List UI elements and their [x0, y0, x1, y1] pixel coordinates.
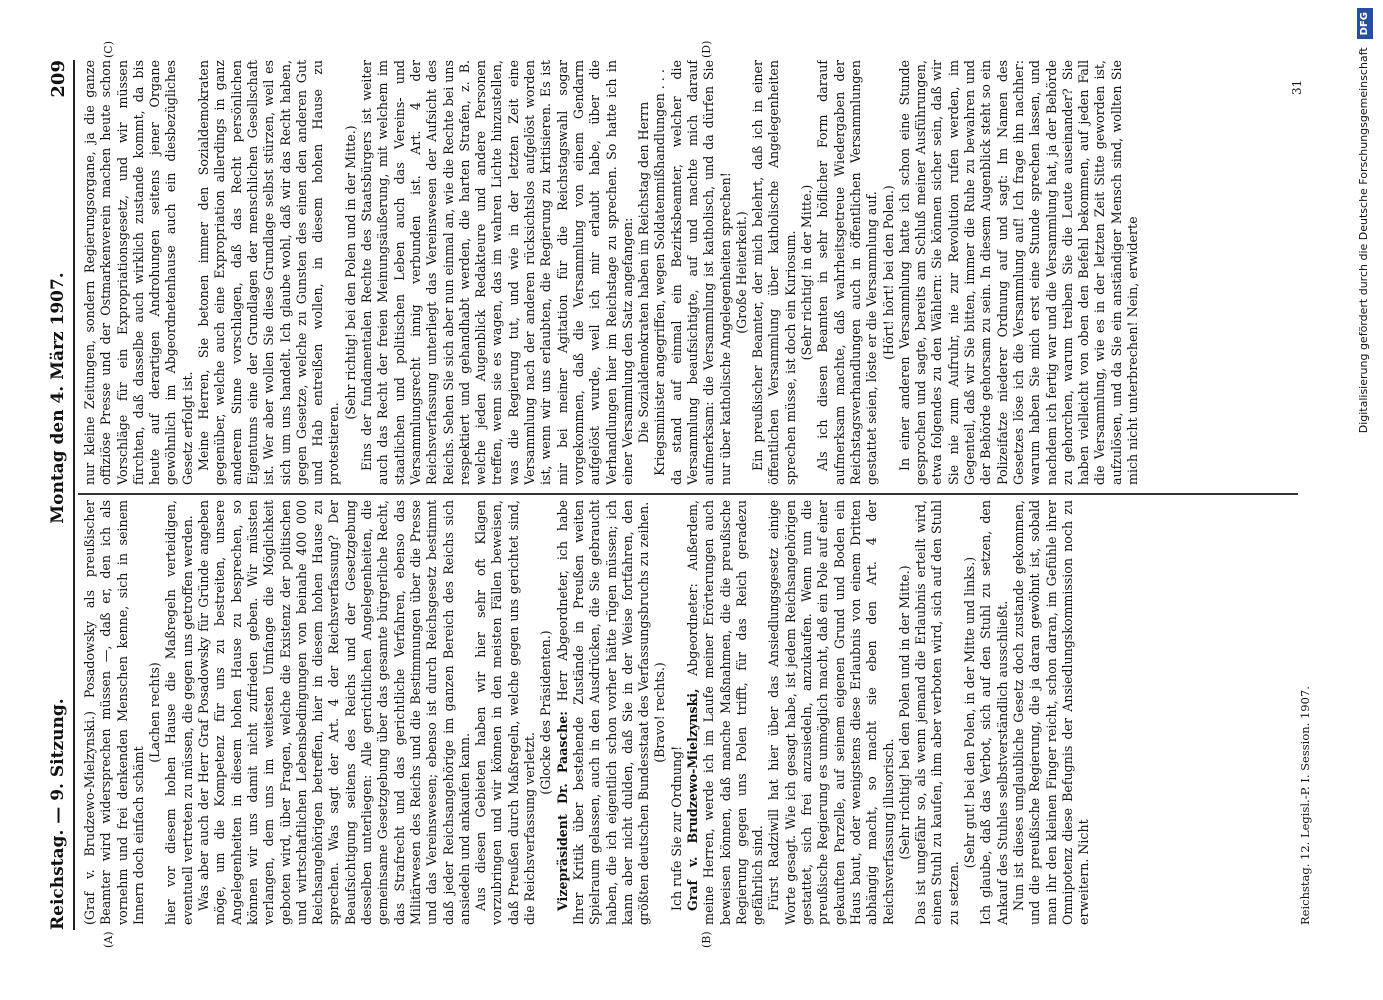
funder-note	[1352, 8, 1376, 992]
margin-marker-b: (B)	[700, 931, 713, 948]
paragraph: In einer anderen Versammlung hatte ich schon eine Stunde gesprochen und sagte, bereits am Schluß meiner Ausführungen, etwa folgendes zu den Wählern: Sie können sicher sein, daß wir Sie nie zum Aufruhr, nie zur Revolution rufen werden, im Gegenteil, daß wir Sie bitten, immer die Ruhe zu bewahren und der Behörde gehorsam zu sein. In diesem Augenblick steht so ein Polizeifatze niederer Ordnung auf und sagt: Im Namen des Gesetzes löse ich die Versammlung auf! Ich frage ihn nachher: warum haben Sie mich erst eine Stunde sprechen lassen, und nachdem ich fertig war und die Versammlung hat, ja der Behörde zu gehorchen, warum treiben Sie die Leute auseinander? Sie haben vielleicht von oben den Befehl bekommen, auf jeden Fall die Versammlung, wie es in der letzten Zeit Sitte geworden ist, aufzulösen, und da Sie ein anständiger Mensch sind, wollten Sie mich nicht unterbrechen! Nein, erwiderte	[896, 60, 1140, 485]
speech-text: Herr Abgeordneter, ich habe Ihrer Kritik über bestehende Zustände in Preußen weiten Spielraum gelassen, auch in den Ausdrücken, die Sie gebraucht haben, die ich eigentlich schon vorher hätte rügen müssen; ich kann aber nicht dulden, daß Sie in der Weise fortfahren, den größten deutschen Bundesstaat des Verfassungsbruchs zu zeihen.	[554, 500, 652, 925]
paragraph: Was aber auch der Herr Graf Posadowsky für Gründe angeben möge, um die Kompetenz für uns zu bestreiten, unsere Angelegenheiten in diesem hohen Hause zu besprechen, so können wir uns damit nicht zufrieden geben. Wir müssten verlangen, dem uns im weitesten Umfange die Möglichkeit geboten wird, über Fragen, welche die Existenz der politischen und wirtschaftlichen Lebensbedingungen von beinahe 400 000 Reichsangehörigen betreffen, hier in diesem hohen Hause zu sprechen. Was sagt der Art. 4 der Reichsverfassung? Der Beaufsichtigung seitens des Reichs und der Gesetzgebung desselben unterliegen: Alle gerichtlichen Angelegenheiten, die gemeinsame Gesetzgebung über das gesamte bürgerliche Recht, das Strafrecht und das gerichtliche Verfahren, ebenso das Militärwesen des Reichs und die Bestimmungen über die Presse und das Vereinswesen; ebenso ist durch Reichsgesetz bestimmt daß jeder Reichsangehörige im ganzen Bereich des Reichs sich ansiedeln und ankaufen kann.	[196, 500, 472, 925]
interjection: (Hört! hört! bei den Polen.)	[880, 185, 896, 360]
quotation: Die Sozialdemokraten haben im Reichstag den Herrn Kriegsminister angegriffen, wegen Soldatenmißhandlungen . . .	[636, 69, 668, 476]
header-rule	[73, 60, 75, 930]
interjection: (Sehr richtig! bei den Polen und in der Mitte.)	[896, 565, 912, 860]
interjection: (Glocke des Präsidenten.)	[538, 630, 554, 795]
speaker-name: Graf v. Brudzewo-Mielzynski,	[684, 688, 700, 911]
page-header	[45, 60, 71, 930]
paragraph: Fürst Radziwill hat hier über das Ansiedlungsgesetz einige Worte gesagt. Wie ich gesagt habe, ist jedem Reichsangehörigen gestattet, sich frei anzusiedeln, anzukaufen. Wenn nun die preußische Regierung es unmöglich macht, daß ein Pole auf einer gekauften Parzelle, auf seinem eigenen Grund und Boden ein Haus baut, oder wenigstens diese Erlaubnis von einem Dritten abhängig macht, so macht sie eben den Art. 4 der Reichsverfassung illusorisch.	[766, 500, 896, 925]
speaker-name: Vizepräsident Dr. Paasche:	[554, 711, 570, 911]
margin-marker-d: (D)	[700, 40, 713, 58]
interjection: (Sehr richtig! bei den Polen und in der Mitte.)	[342, 125, 358, 420]
right-column	[82, 60, 1282, 485]
header-page-number: 209	[47, 60, 69, 98]
interjection: (Große Heiterkeit.)	[733, 211, 749, 334]
interjection: (Sehr richtig! in der Mitte.)	[799, 184, 815, 361]
funder-note-text-container	[1352, 8, 1376, 992]
paragraph: nur kleine Zeitungen, sondern Regierungsorgane, ja die ganze offiziöse Presse und der Ostmarkenverein machen heute schon Vorschläge für ein Expropriationsgesetz, und wir müssen fürchten, daß dasselbe auch wirklich zustande kommt, da bis heute auf derartigen Androhungen seitens jener Organe gewöhnlich im Abgeordnetenhause auch ein diesbezügliches Gesetz erfolgt ist.	[82, 60, 195, 485]
paragraph: Ich glaube, daß das Verbot, sich auf den Stuhl zu setzen, den Ankauf des Stuhles selbstverständlich ausschließt.	[978, 500, 1010, 925]
footer-signature-number: 31	[1290, 79, 1304, 95]
paragraph: hier vor diesem hohen Hause die Maßregeln verteidigen, eventuell vertreten zu müssen, die gegen uns getroffen werden.	[163, 500, 195, 925]
paragraph: Als ich diesen Beamten in sehr höflicher Form darauf aufmerksam machte, daß wahrheitsgetreue Wiedergaben der Reichstagsverhandlungen auch in öffentlichen Versammlungen gestattet seien, löste er die Versammlung auf.	[815, 60, 880, 485]
interjection: (Bravo! rechts.)	[652, 662, 668, 763]
paragraph: da stand auf einmal ein Bezirksbeamter, welcher die Versammlung beaufsichtigte, auf und machte mich darauf aufmerksam: die Versammlung ist katholisch, und da dürfen Sie nur über katholische Angelegenheiten sprechen!	[668, 60, 733, 485]
paragraph: Meine Herren, Sie betonen immer den Sozialdemokraten gegenüber, welche auch eine Expropriation allerdings in ganz anderem Sinne vorschlagen, daß das Recht persönlichen Eigentums eine der Grundlagen der menschlichen Gesellschaft ist. Wer aber wollen Sie diese Grundlage selbst stürzen, weil es sich um uns handelt. Ich glaube wohl, daß wir das Recht haben, gegen Gesetze, welche zu Gunsten des einen den anderen Gut und Hab entreißen wollen, in diesem hohen Hause zu protestieren.	[196, 60, 342, 485]
paragraph: Ein preußischer Beamter, der mich belehrt, daß ich in einer öffentlichen Versammlung über katholische Angelegenheiten sprechen müsse, ist doch ein Kuriosum.	[750, 60, 798, 485]
interjection: (Lachen rechts)	[147, 662, 163, 763]
paragraph: (Graf v. Brudzewo-Mielzynski.) Posadowsky als preußischer Beamter wird widersprechen müssen —, daß er, den ich als vornehm und frei denkenden Menschen kenne, sich in seinem Innern doch einfach schämt	[82, 500, 146, 925]
paragraph: Das ist ungefähr so, als wenn jemand die Erlaubnis erteilt wird, einen Stuhl zu kaufen, ihm aber verboten wird, sich auf den Stuhl zu setzen.	[913, 500, 961, 925]
speech-paragraph	[685, 500, 766, 925]
funder-note-text: Digitalisierung gefördert durch die Deutsche Forschungsgemeinschaft	[1357, 47, 1370, 434]
paragraph: Eins der fundamentalen Rechte des Staatsbürgers ist weiter auch das Recht der freien Meinungsäußerung, mit welchem im staatlichen und politischen Leben auch das Vereins- und Versammlungsrecht innig verbunden ist. Art. 4 der Reichsverfassung unterliegt das Vereinswesen der Aufsicht des Reichs. Sehen Sie sich aber nun einmal an, wie die Rechte bei uns respektiert und gehandhabt werden, die harten Strafen, z. B. welche jeden Augenblick Redakteure und andere Personen treffen, wenn sie es wagen, das im wahren Lichte hinzustellen, was die Regierung tut, und wie in der letzten Zeit eine Versammlung nach der anderen rücksichtslos aufgelöst worden ist, wenn wir uns erlaubten, die Regierung zu kritisieren. Es ist mir bei meiner Agitation für die Reichstagswahl sogar vorgekommen, daß die Versammlung von einem Gendarm aufgelöst wurde, weil ich mir erlaubt habe, über die Verhandlungen hier im Reichstage zu sprechen. So hatte ich in einer Versammlung den Satz angefangen:	[359, 60, 635, 485]
paragraph: Nun ist dieses unglaubliche Gesetz doch zustande gekommen, und die preußische Regierung, die ja daran gewöhnt ist, sobald man ihr den kleinen Finger reicht, schon daran, im Gefühle ihrer Omnipotenz diese Befugnis der Ansiedlungskommission noch zu erweitern. Nicht	[1010, 500, 1092, 925]
paragraph: Ich rufe Sie zur Ordnung!	[668, 745, 684, 911]
paragraph: Aus diesen Gebieten haben wir hier sehr oft Klagen vorzubringen und wir können in den meisten Fällen beweisen, daß Preußen durch Maßregeln, welche gegen uns gerichtet sind, die Reichsverfassung verletzt.	[473, 500, 538, 925]
speech-paragraph	[555, 500, 653, 925]
dfg-logo: DFG	[1357, 8, 1373, 39]
margin-marker-a: (A)	[102, 931, 115, 948]
column-divider	[78, 493, 1298, 495]
header-session-title: Reichstag. — 9. Sitzung.	[48, 698, 68, 930]
left-column	[82, 500, 1292, 925]
footer-session-info: Reichstag. 12. Legisl.-P. I. Session. 1907.	[1298, 686, 1312, 925]
margin-marker-c: (C)	[102, 41, 115, 58]
interjection: (Sehr gut! bei den Polen, in der Mitte und links.)	[962, 556, 978, 869]
speech-text: Abgeordneter: Außerdem, meine Herren, werde ich im Laufe meiner Erörterungen auch beweisen können, daß manche Maßnahmen, die die preußische Regierung gegen uns Polen trifft, für das Reich geradezu gefährlich sind.	[684, 500, 766, 925]
header-date: Montag den 4. März 1907.	[48, 272, 68, 524]
